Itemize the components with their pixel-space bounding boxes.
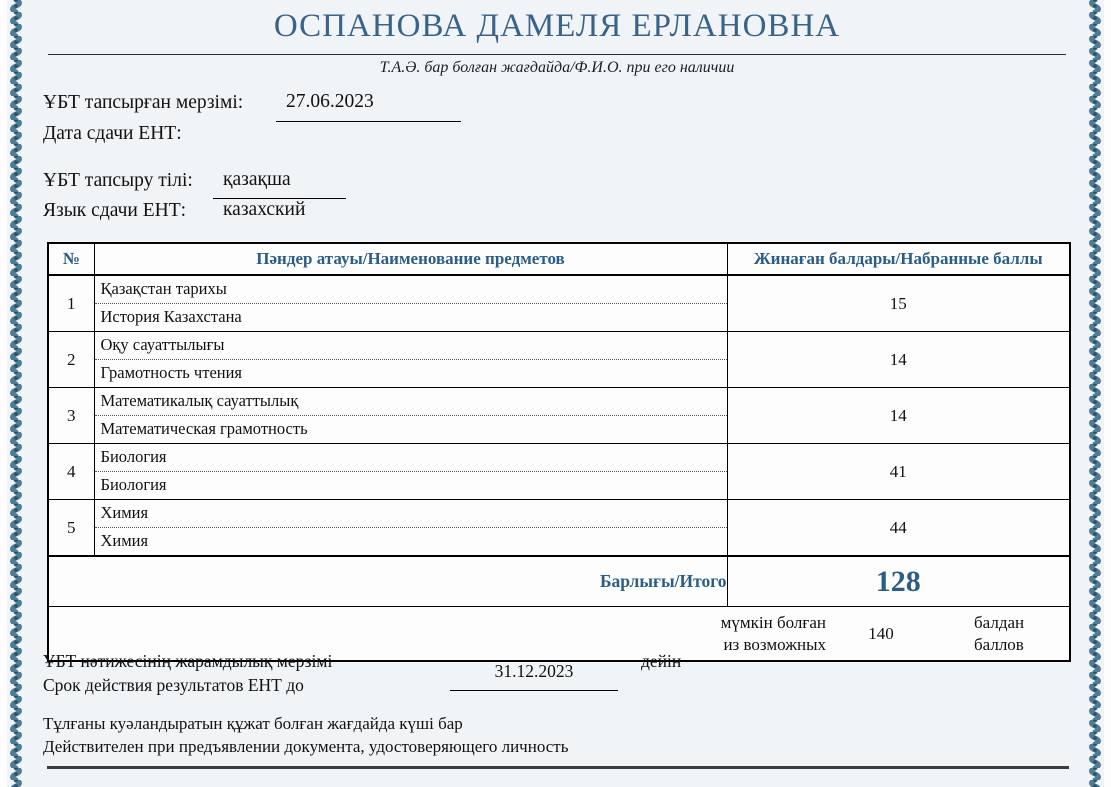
possible-max-value: 140 — [868, 623, 894, 643]
test-language-label-ru: Язык сдачи ЕНТ: — [43, 200, 187, 221]
score-value: 14 — [727, 332, 1070, 388]
test-date-underline — [276, 121, 461, 122]
row-number: 1 — [48, 275, 94, 332]
possible-max-unit-ru: баллов — [974, 634, 1024, 654]
possible-max-unit-kk: балдан — [974, 612, 1025, 632]
test-language-value-ru: казахский — [223, 199, 306, 220]
validity-date: 31.12.2023 — [494, 661, 574, 681]
row-number: 5 — [48, 500, 94, 557]
subject-name-ru: Математическая грамотность — [100, 419, 308, 438]
score-value: 14 — [727, 388, 1070, 444]
subject-name-ru: История Казахстана — [100, 307, 242, 326]
row-number: 2 — [48, 332, 94, 388]
validity-label-ru: Срок действия результатов ЕНТ до — [43, 675, 304, 695]
test-date-label-ru: Дата сдачи ЕНТ: — [43, 123, 182, 144]
validity-suffix: дейін — [641, 651, 682, 671]
header-score: Жинаған балдары/Набранные баллы — [727, 243, 1070, 275]
possible-max-label-kk: мүмкін болған — [720, 612, 826, 632]
subject-cell — [94, 388, 727, 444]
footer-note-ru: Действителен при предъявлении документа, удостоверяющего личность — [43, 737, 569, 756]
subject-name-kk: Математикалық сауаттылық — [95, 388, 727, 416]
test-language-value-kk: қазақша — [223, 169, 291, 190]
total-row — [48, 556, 1070, 607]
test-language-label-kk: ҰБТ тапсыру тілі: — [43, 170, 193, 191]
subject-cell — [94, 275, 727, 332]
subject-name-ru: Грамотность чтения — [100, 363, 243, 382]
row-number: 4 — [48, 444, 94, 500]
validity-date-underline — [450, 690, 618, 691]
right-page-margin — [1104, 0, 1111, 787]
table-row — [48, 388, 1070, 444]
table-row — [48, 500, 1070, 557]
total-label: Барлығы/Итого — [48, 556, 727, 607]
subject-name-kk: Қазақстан тарихы — [95, 276, 727, 304]
score-value: 15 — [727, 275, 1070, 332]
guilloche-rope-border-left — [6, 0, 26, 787]
total-score: 128 — [727, 556, 1070, 607]
table-row — [48, 444, 1070, 500]
table-row — [48, 275, 1070, 332]
scores-table — [47, 242, 1071, 662]
footer-note-kk: Тұлғаны куәландыратын құжат болған жағдайда күші бар — [43, 714, 463, 733]
possible-max-label-ru: из возможных — [723, 634, 826, 654]
subject-name-ru: Биология — [100, 475, 167, 494]
possible-max-unit — [936, 612, 1069, 656]
subject-name-kk: Оқу сауаттылығы — [95, 332, 727, 360]
header-number: № — [48, 243, 94, 275]
subject-cell — [94, 500, 727, 557]
row-number: 3 — [48, 388, 94, 444]
bottom-rule — [47, 766, 1069, 769]
name-caption: Т.А.Ә. бар болған жағдайда/Ф.И.О. при его наличии — [379, 59, 735, 76]
table-header-row — [48, 243, 1070, 275]
possible-max-label — [721, 612, 826, 656]
guilloche-rope-border-right — [1085, 0, 1105, 787]
subject-name-ru: Химия — [100, 531, 149, 550]
validity-label-kk: ҰБТ нәтижесінің жарамдылық мерзімі — [43, 651, 333, 671]
subject-cell — [94, 444, 727, 500]
table-row — [48, 332, 1070, 388]
score-value: 44 — [727, 500, 1070, 557]
student-name-title: ОСПАНОВА ДАМЕЛЯ ЕРЛАНОВНА — [273, 8, 841, 44]
test-date-value: 27.06.2023 — [286, 91, 374, 112]
title-underline-rule — [48, 54, 1066, 55]
test-date-label-kk: ҰБТ тапсырған мерзімі: — [43, 92, 244, 113]
score-value: 41 — [727, 444, 1070, 500]
subject-cell — [94, 332, 727, 388]
subject-name-kk: Химия — [95, 500, 727, 528]
header-subject: Пәндер атауы/Наименование предметов — [94, 243, 727, 275]
subject-name-kk: Биология — [95, 444, 727, 472]
